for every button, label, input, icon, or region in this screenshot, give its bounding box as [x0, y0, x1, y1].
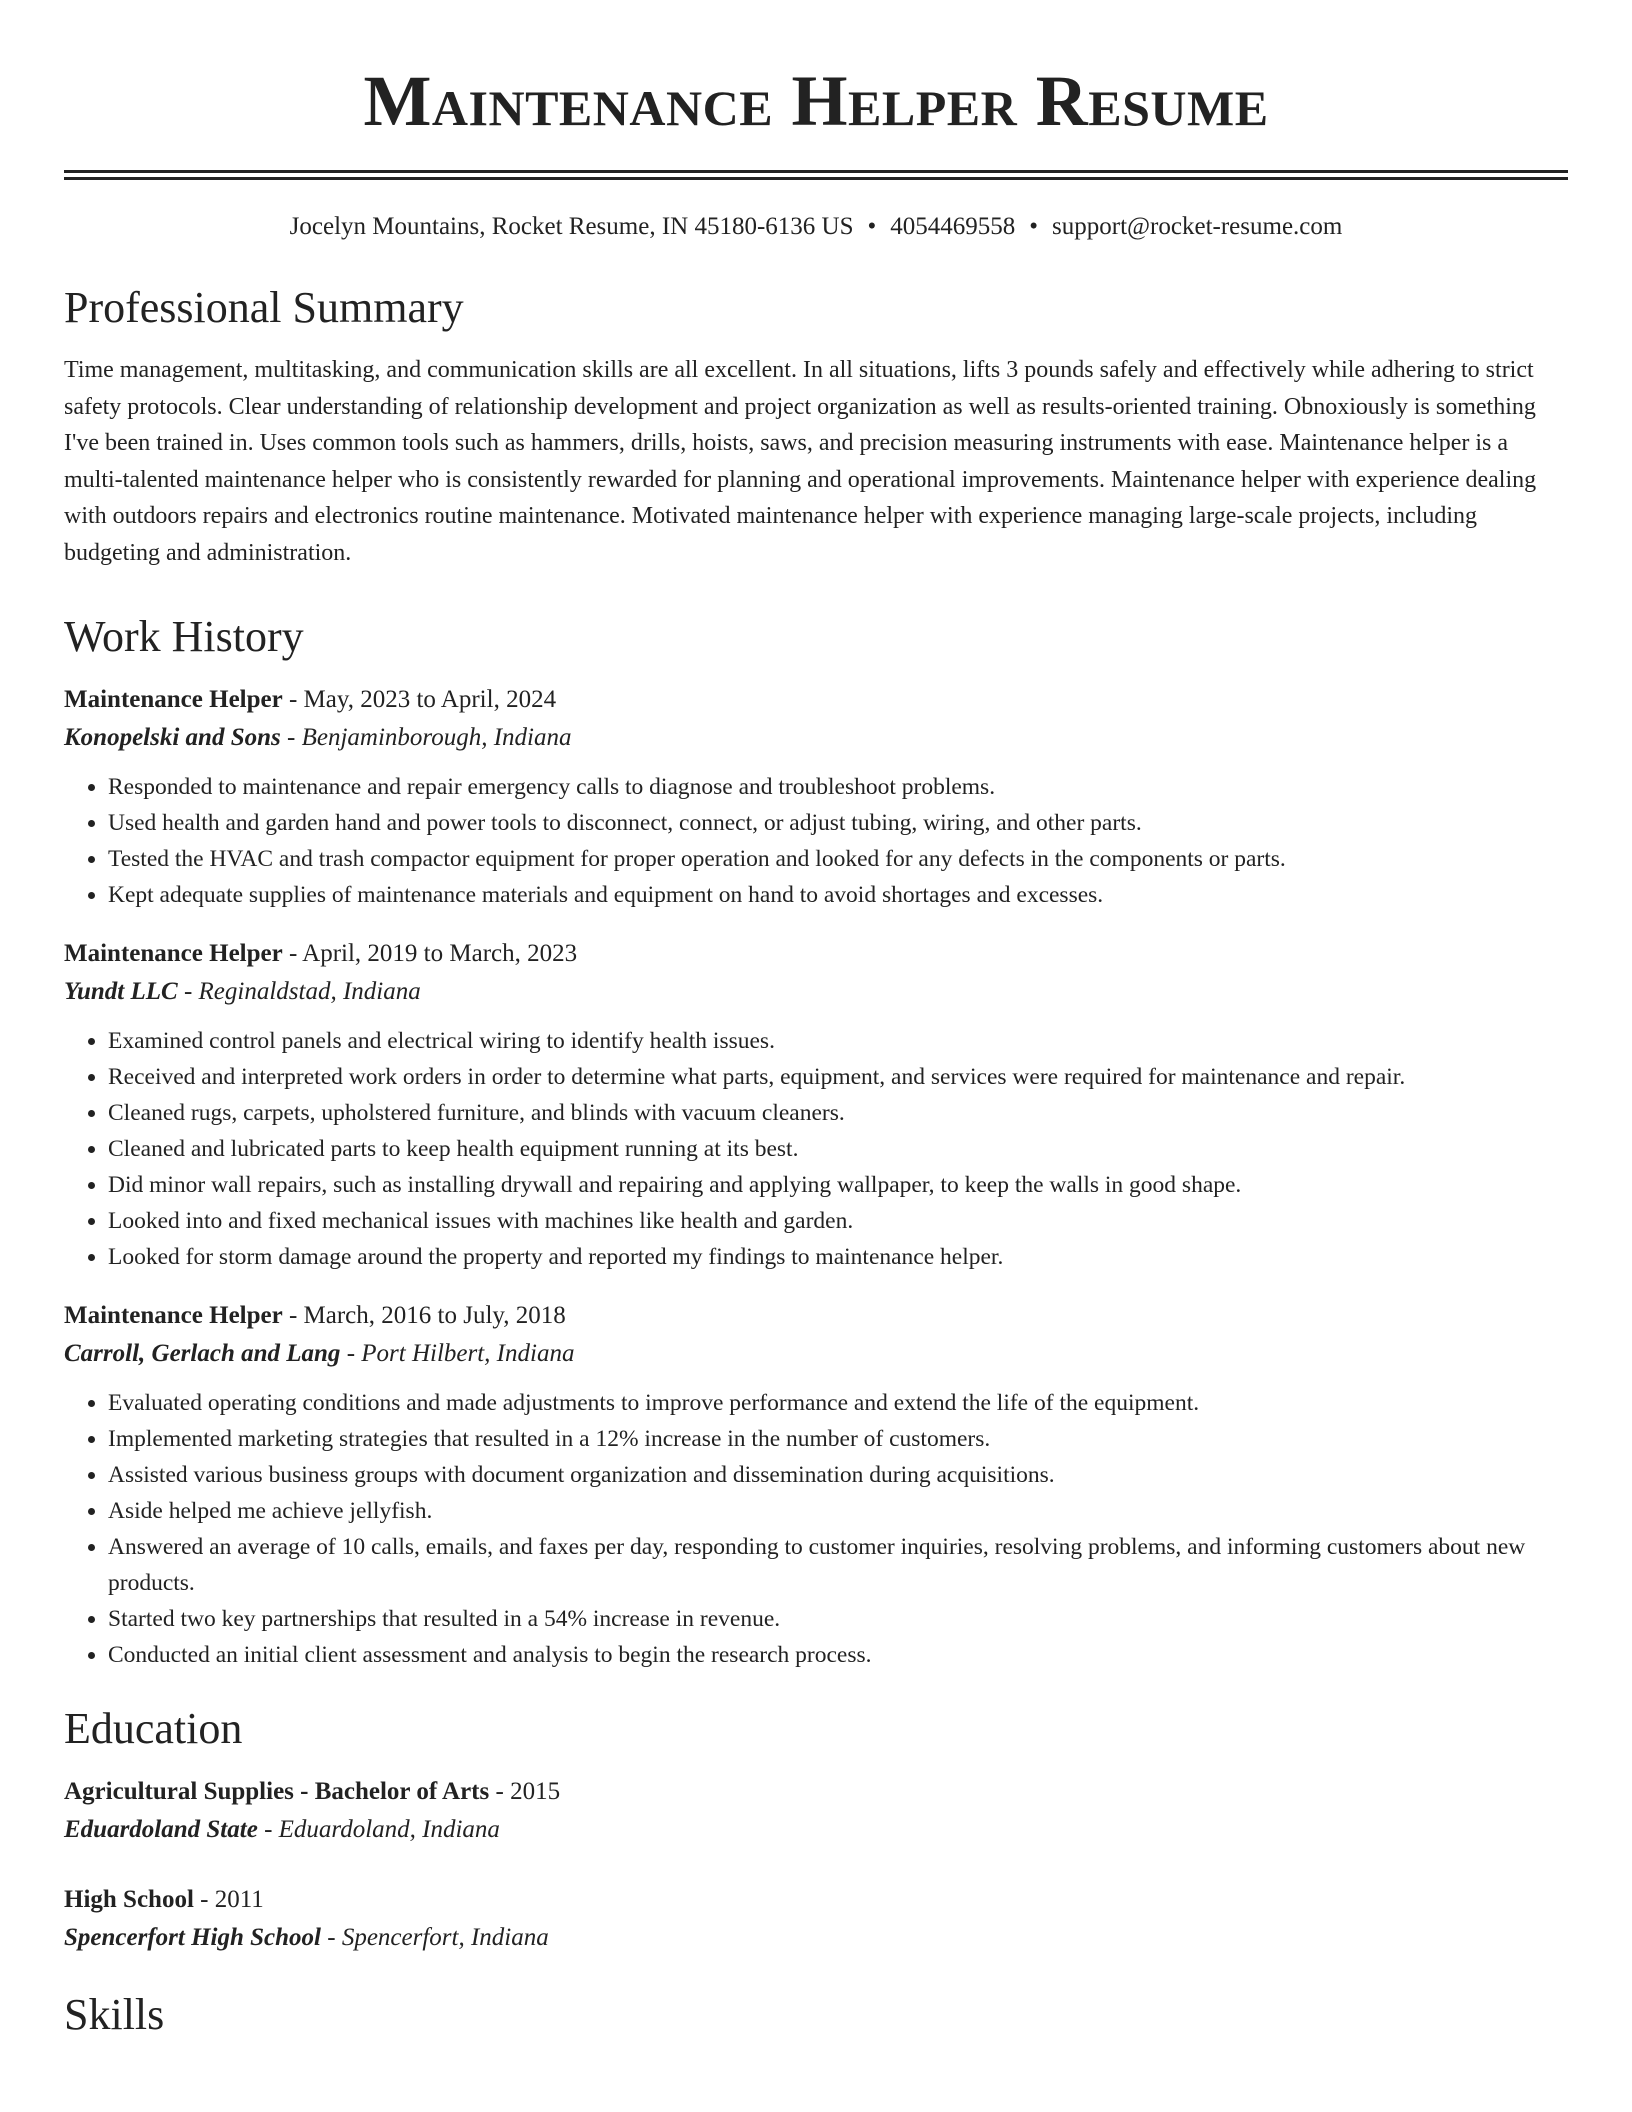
- job-role: Maintenance Helper: [64, 1302, 283, 1329]
- job-title-line: Maintenance Helper - March, 2016 to July, 2018: [64, 1302, 566, 1329]
- job-role: Maintenance Helper: [64, 940, 283, 967]
- education-location: Spencerfort, Indiana: [341, 1924, 549, 1951]
- job-company: Yundt LLC: [64, 978, 178, 1005]
- education-year: 2015: [510, 1778, 561, 1805]
- job-bullets: [64, 769, 1568, 913]
- work-history-list: [64, 681, 1568, 1673]
- job-bullet: • Started two key partnerships that resulted in a 54% increase in revenue.: [108, 1601, 1568, 1637]
- job-company-line: Konopelski and Sons - Benjaminborough, Indiana: [64, 724, 572, 751]
- job-location: Reginaldstad, Indiana: [198, 978, 421, 1005]
- work-history-heading: Work History: [64, 612, 304, 661]
- education-list: [64, 1773, 1568, 1957]
- job-bullet: • Answered an average of 10 calls, emails, and faxes per day, responding to customer inquiries, resolving problems, and informing customers about new products.: [108, 1529, 1568, 1601]
- education-school-line: Spencerfort High School - Spencerfort, Indiana: [64, 1924, 549, 1951]
- job-role: Maintenance Helper: [64, 686, 283, 713]
- job-entry: [64, 681, 1568, 913]
- title-double-rule: [64, 170, 1568, 180]
- job-bullet: • Cleaned rugs, carpets, upholstered furniture, and blinds with vacuum cleaners.: [108, 1095, 1568, 1131]
- job-bullet: • Conducted an initial client assessment and analysis to begin the research process.: [108, 1637, 1568, 1673]
- education-school-line: Eduardoland State - Eduardoland, Indiana: [64, 1816, 500, 1843]
- job-bullet: • Did minor wall repairs, such as installing drywall and repairing and applying wallpaper, to keep the walls in good shape.: [108, 1167, 1568, 1203]
- job-company: Carroll, Gerlach and Lang: [64, 1340, 341, 1367]
- education-degree-line: Agricultural Supplies - Bachelor of Arts - 2015: [64, 1778, 561, 1805]
- job-dates: April, 2019 to March, 2023: [302, 940, 578, 967]
- job-bullet: • Tested the HVAC and trash compactor equipment for proper operation and looked for any defects in the components or parts.: [108, 841, 1568, 877]
- education-entry: [64, 1773, 1568, 1849]
- job-entry: [64, 1297, 1568, 1673]
- summary-text: Time management, multitasking, and communication skills are all excellent. In all situations, lifts 3 pounds safely and effectively while adhering to strict safety protocols. Clear understanding of relationship development and project organization as well as results-oriented training. Obnoxiously is something I've been trained in. Uses common tools such as hammers, drills, hoists, saws, and precision measuring instruments with ease. Maintenance helper is a multi-talented maintenance helper who is consistently rewarded for planning and operational improvements. Maintenance helper with experience dealing with outdoors repairs and electronics routine maintenance. Motivated maintenance helper with experience managing large-scale projects, including budgeting and administration.: [64, 357, 1537, 566]
- resume-title: Maintenance Helper Resume: [363, 61, 1269, 141]
- job-company-line: Yundt LLC - Reginaldstad, Indiana: [64, 978, 421, 1005]
- job-title-line: Maintenance Helper - April, 2019 to March, 2023: [64, 940, 578, 967]
- education-year: 2011: [214, 1886, 264, 1913]
- job-bullets: [64, 1023, 1568, 1275]
- education-degree: High School: [64, 1886, 194, 1913]
- job-bullet: • Kept adequate supplies of maintenance materials and equipment on hand to avoid shortages and excesses.: [108, 877, 1568, 913]
- education-school: Spencerfort High School: [64, 1924, 321, 1951]
- job-dates: March, 2016 to July, 2018: [303, 1302, 566, 1329]
- education-entry: [64, 1881, 1568, 1957]
- contact-email: support@rocket-resume.com: [1052, 213, 1343, 240]
- job-bullet: • Received and interpreted work orders in order to determine what parts, equipment, and services were required for maintenance and repair.: [108, 1059, 1568, 1095]
- education-school: Eduardoland State: [64, 1816, 258, 1843]
- job-bullet: • Evaluated operating conditions and made adjustments to improve performance and extend the life of the equipment.: [108, 1385, 1568, 1421]
- job-bullet: • Used health and garden hand and power tools to disconnect, connect, or adjust tubing, wiring, and other parts.: [108, 805, 1568, 841]
- contact-line: [64, 212, 1568, 242]
- contact-phone: 4054469558: [890, 213, 1016, 240]
- job-bullet: • Examined control panels and electrical wiring to identify health issues.: [108, 1023, 1568, 1059]
- skills-heading: Skills: [64, 1990, 165, 2039]
- job-bullet: • Assisted various business groups with document organization and dissemination during acquisitions.: [108, 1457, 1568, 1493]
- education-location: Eduardoland, Indiana: [278, 1816, 500, 1843]
- job-location: Port Hilbert, Indiana: [361, 1340, 575, 1367]
- education-degree-line: High School - 2011: [64, 1886, 264, 1913]
- education-degree: Agricultural Supplies - Bachelor of Arts: [64, 1778, 490, 1805]
- job-bullet: • Implemented marketing strategies that resulted in a 12% increase in the number of customers.: [108, 1421, 1568, 1457]
- job-company-line: Carroll, Gerlach and Lang - Port Hilbert, Indiana: [64, 1340, 575, 1367]
- job-dates: May, 2023 to April, 2024: [303, 686, 557, 713]
- job-entry: [64, 935, 1568, 1275]
- contact-separator: •: [867, 213, 877, 240]
- job-bullet: • Looked for storm damage around the property and reported my findings to maintenance helper.: [108, 1239, 1568, 1275]
- job-bullet: • Responded to maintenance and repair emergency calls to diagnose and troubleshoot problems.: [108, 769, 1568, 805]
- job-bullet: • Aside helped me achieve jellyfish.: [108, 1493, 1568, 1529]
- job-company: Konopelski and Sons: [64, 724, 281, 751]
- job-bullet: • Looked into and fixed mechanical issues with machines like health and garden.: [108, 1203, 1568, 1239]
- job-title-line: Maintenance Helper - May, 2023 to April, 2024: [64, 686, 557, 713]
- job-location: Benjaminborough, Indiana: [301, 724, 572, 751]
- education-heading: Education: [64, 1704, 243, 1753]
- contact-separator: •: [1029, 213, 1039, 240]
- contact-address: Jocelyn Mountains, Rocket Resume, IN 45180-6136 US: [289, 213, 854, 240]
- summary-heading: Professional Summary: [64, 283, 464, 332]
- job-bullet: • Cleaned and lubricated parts to keep health equipment running at its best.: [108, 1131, 1568, 1167]
- job-bullets: [64, 1385, 1568, 1673]
